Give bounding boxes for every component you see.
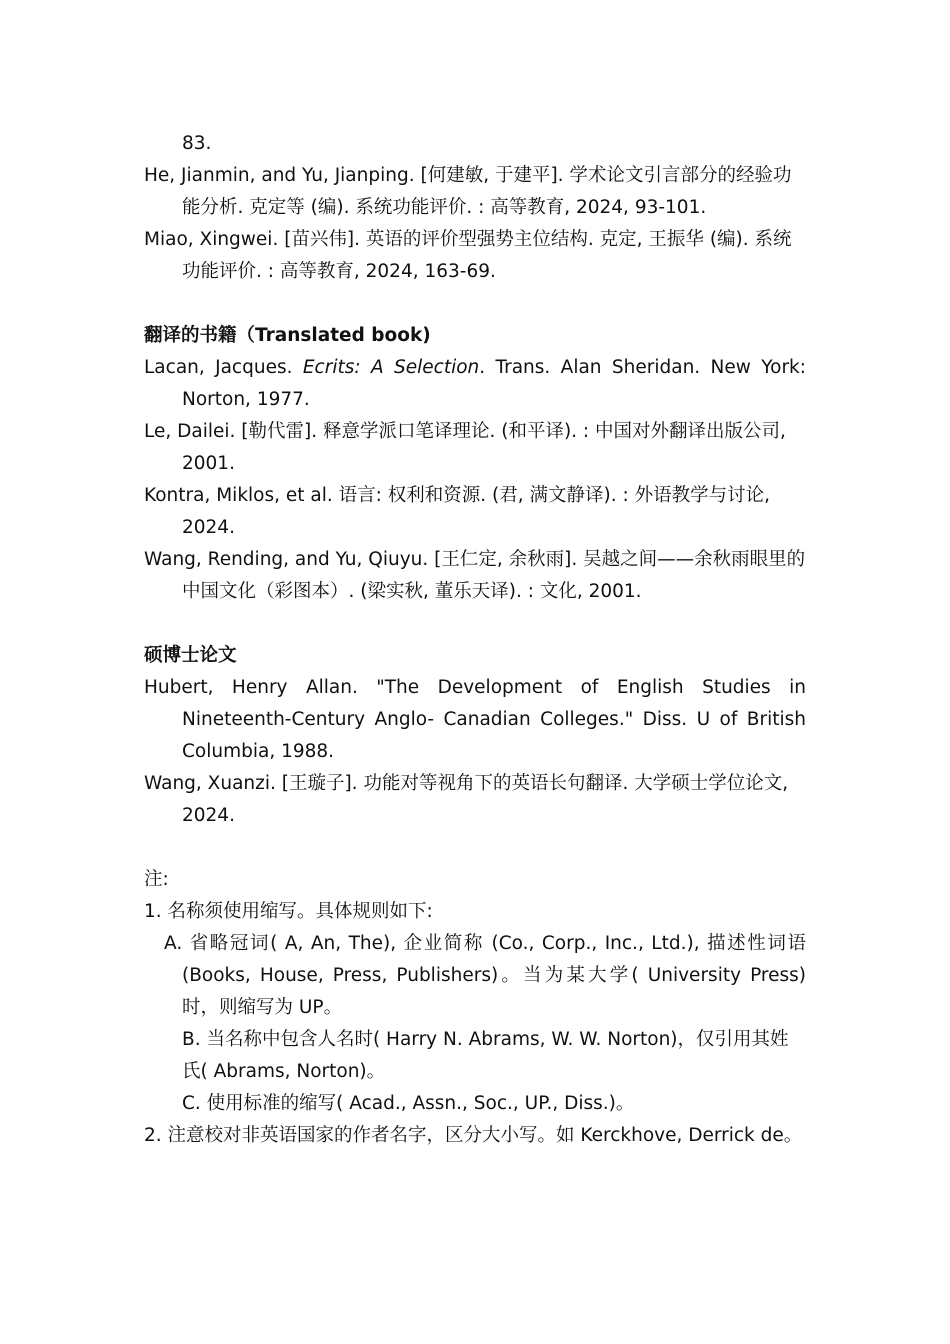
reference-entry: Miao, Xingwei. [苗兴伟]. 英语的评价型强势主位结构. 克定, 王振华 (编). 系统功能评价. : 高等教育, 2024, 163-69. [144,229,792,282]
entry-details: . Trans. Alan Sheridan. New York: Norton, 1977. [182,357,807,410]
note-item-2: 2. 注意校对非英语国家的作者名字，区分大小写。如 Kerckhove, Derrick de。 [144,1125,803,1146]
section-heading-theses: 硕博士论文 [144,645,237,666]
reference-entry: Wang, Rending, and Yu, Qiuyu. [王仁定, 余秋雨]. 吴越之间——余秋雨眼里的中国文化（彩图本）. (梁实秋, 董乐天译). : 文化, 2001. [144,549,806,602]
reference-entry: Hubert, Henry Allan. "The Development of English Studies in Nineteenth-Century Anglo- Canadian Colleges." Diss. U of British Columbia, 1988. [144,677,806,762]
reference-entry [144,352,806,416]
reference-entry: Kontra, Miklos, et al. 语言: 权利和资源. (君, 满文静译). : 外语教学与讨论, 2024. [144,485,770,538]
note-subitem-a: A. 省略冠词( A, An, The), 企业简称 (Co., Corp., Inc., Ltd.), 描述性词语 (Books, House, Press, Publishers)。当为某大学( University Press) 时，则缩写为 UP。 [164,933,806,1018]
entry-continuation: 83. [182,133,212,154]
reference-entry: He, Jianmin, and Yu, Jianping. [何建敏, 于建平]. 学术论文引言部分的经验功能分析. 克定等 (编). 系统功能评价. : 高等教育, 2024, 93-101. [144,165,792,218]
note-item-1: 1. 名称须使用缩写。具体规则如下: [144,901,433,922]
note-subitem-b: B. 当名称中包含人名时( Harry N. Abrams, W. W. Norton)，仅引用其姓氏( Abrams, Norton)。 [182,1029,789,1082]
section-heading-translated-book: 翻译的书籍（Translated book) [144,325,431,346]
notes-label: 注: [144,869,169,890]
entry-title-italic: Ecrits: A Selection [302,357,480,378]
reference-entry: Le, Dailei. [勒代雷]. 释意学派口笔译理论. (和平译). : 中国对外翻译出版公司, 2001. [144,421,786,474]
reference-entry: Wang, Xuanzi. [王璇子]. 功能对等视角下的英语长句翻译. 大学硕士学位论文, 2024. [144,773,789,826]
note-subitem-c: C. 使用标准的缩写( Acad., Assn., Soc., UP., Diss.)。 [182,1093,635,1114]
entry-author: Lacan, Jacques. [144,357,303,378]
bibliography-content [144,128,806,1152]
